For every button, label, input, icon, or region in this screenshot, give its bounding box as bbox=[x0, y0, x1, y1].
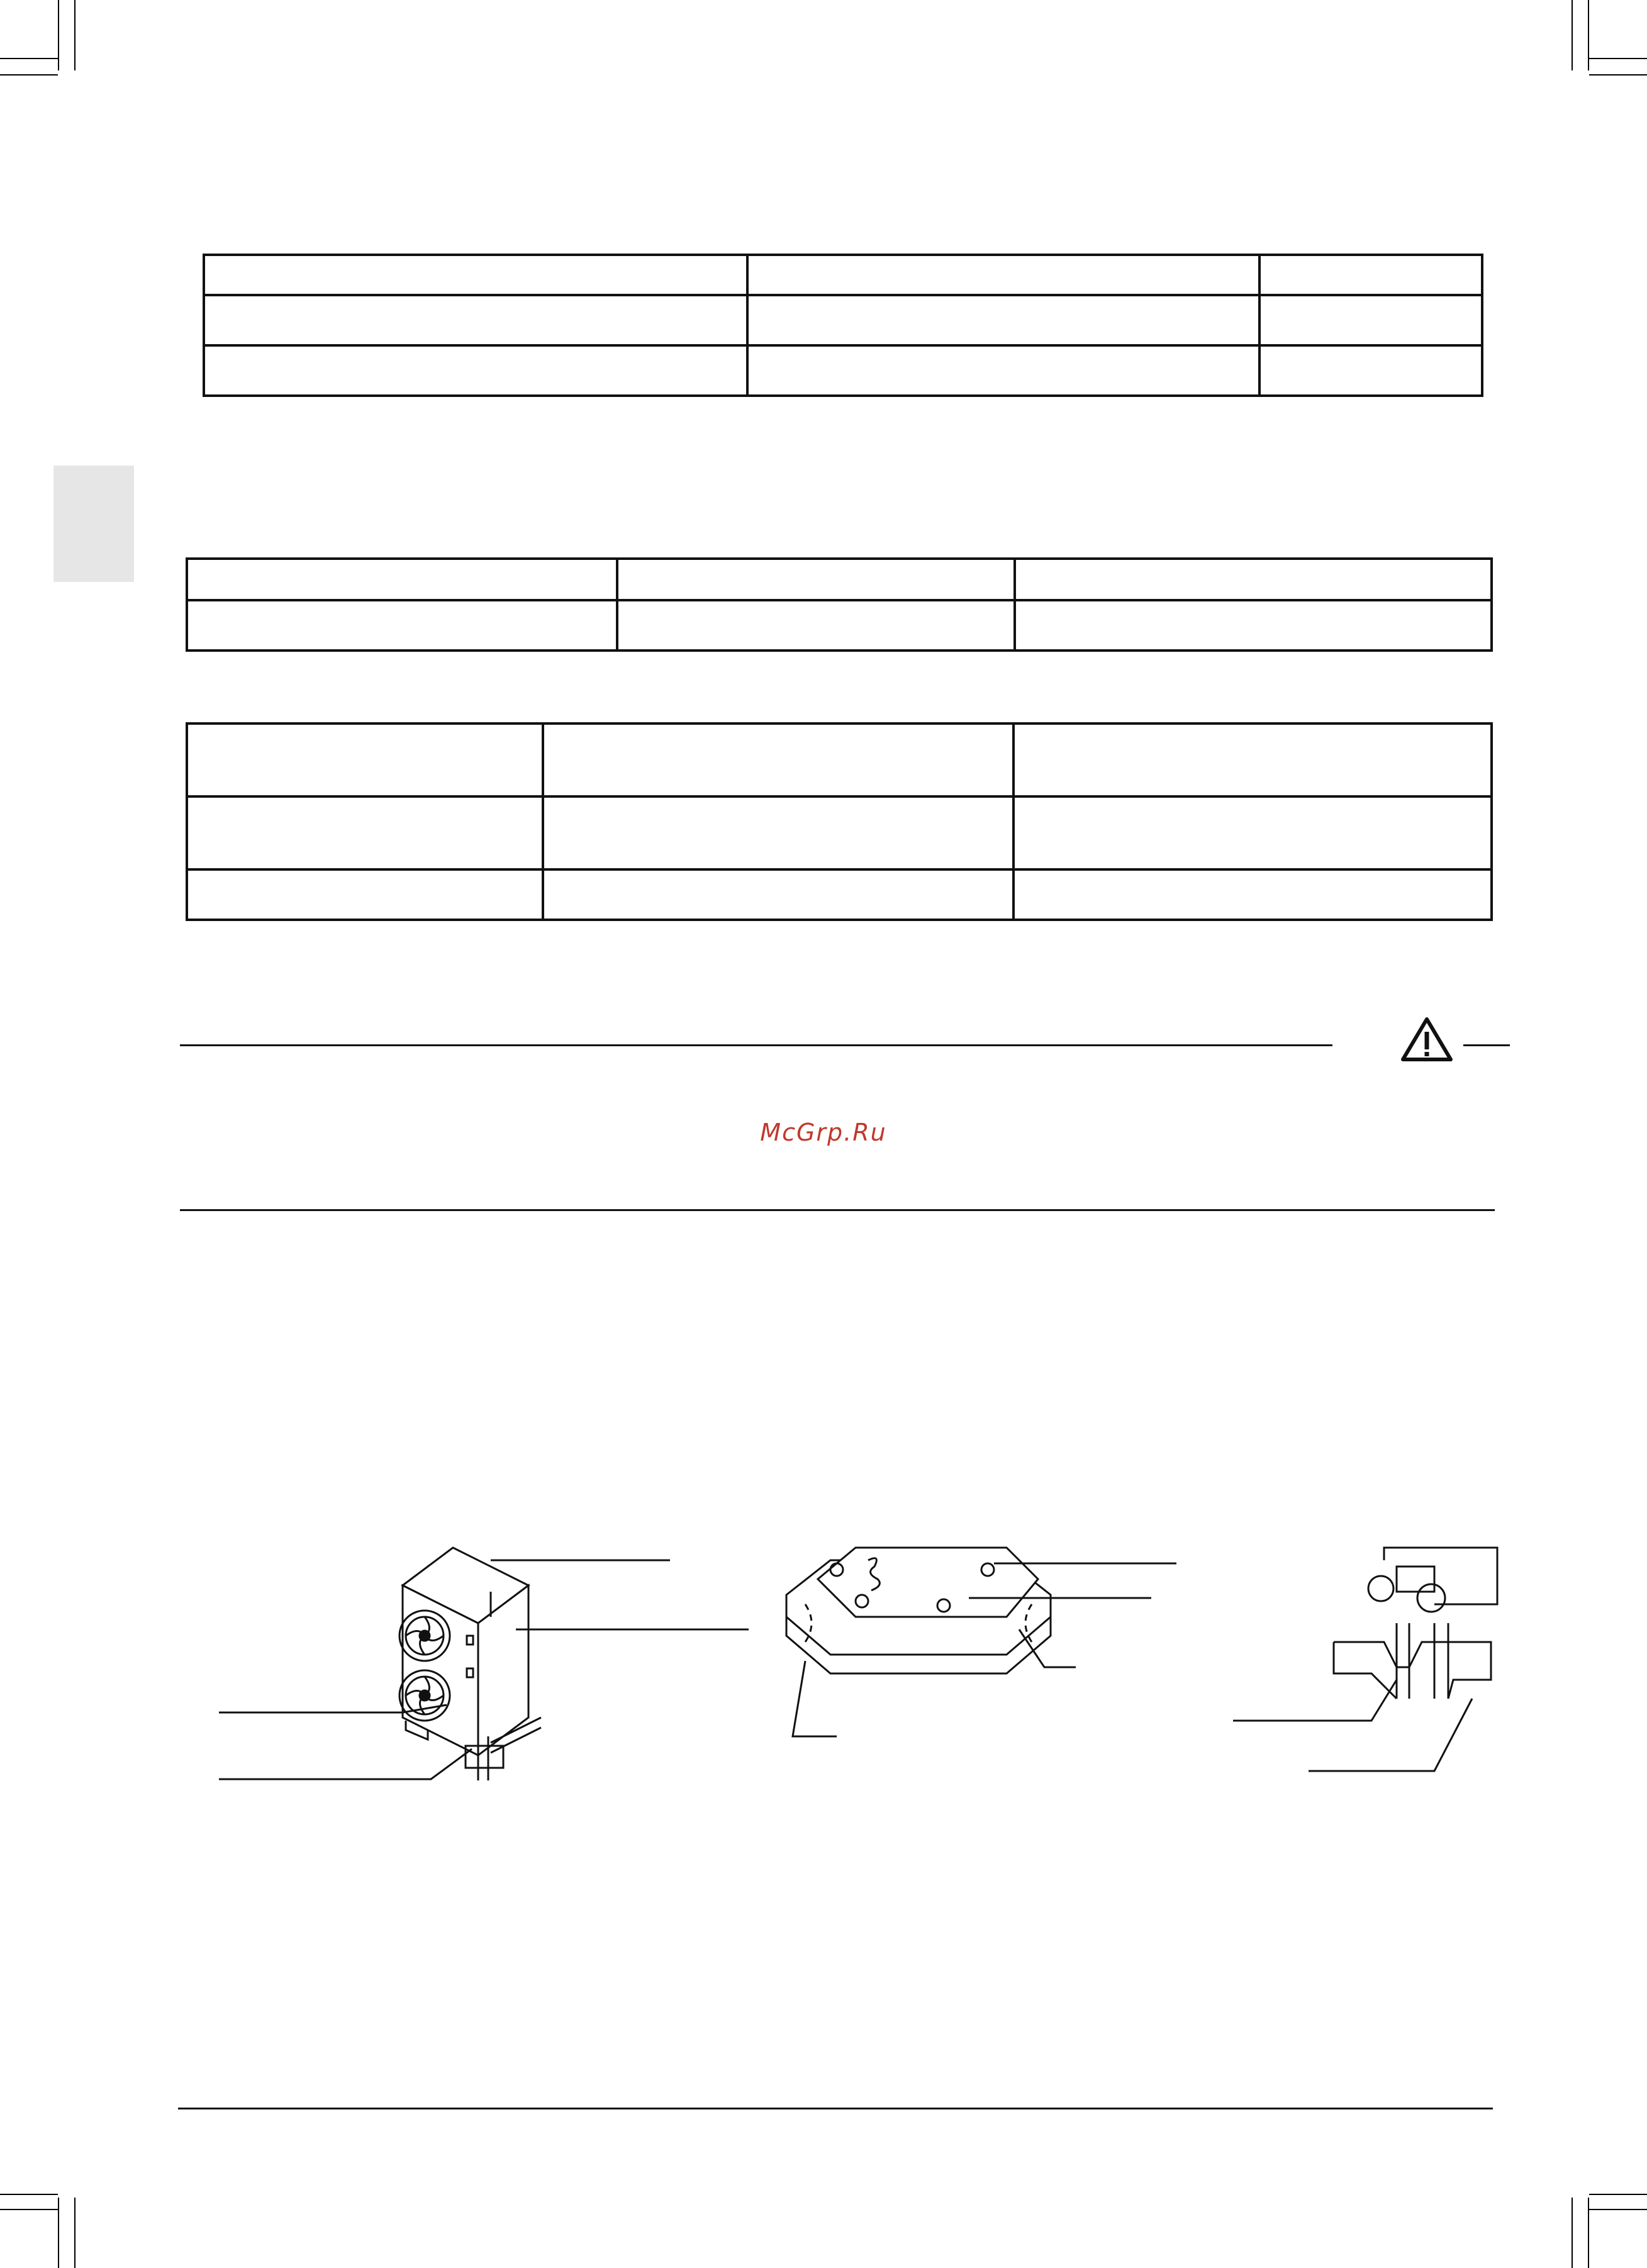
table-1 bbox=[203, 254, 1483, 397]
watermark: McGrp.Ru bbox=[760, 1119, 887, 1146]
table-2 bbox=[186, 557, 1493, 652]
outdoor-unit-piping-figure bbox=[214, 1529, 755, 1793]
table-3 bbox=[186, 722, 1493, 921]
caution-top-rule-left bbox=[180, 1044, 1332, 1046]
caution-bottom-rule bbox=[180, 1209, 1495, 1211]
footer-rule bbox=[178, 2108, 1493, 2109]
section-tab-marker bbox=[53, 466, 134, 582]
warning-triangle-icon bbox=[1400, 1015, 1453, 1063]
service-valve-connection-figure bbox=[1227, 1541, 1504, 1780]
base-plate-knockout-figure bbox=[780, 1535, 1195, 1743]
caution-top-rule-right bbox=[1463, 1044, 1510, 1046]
